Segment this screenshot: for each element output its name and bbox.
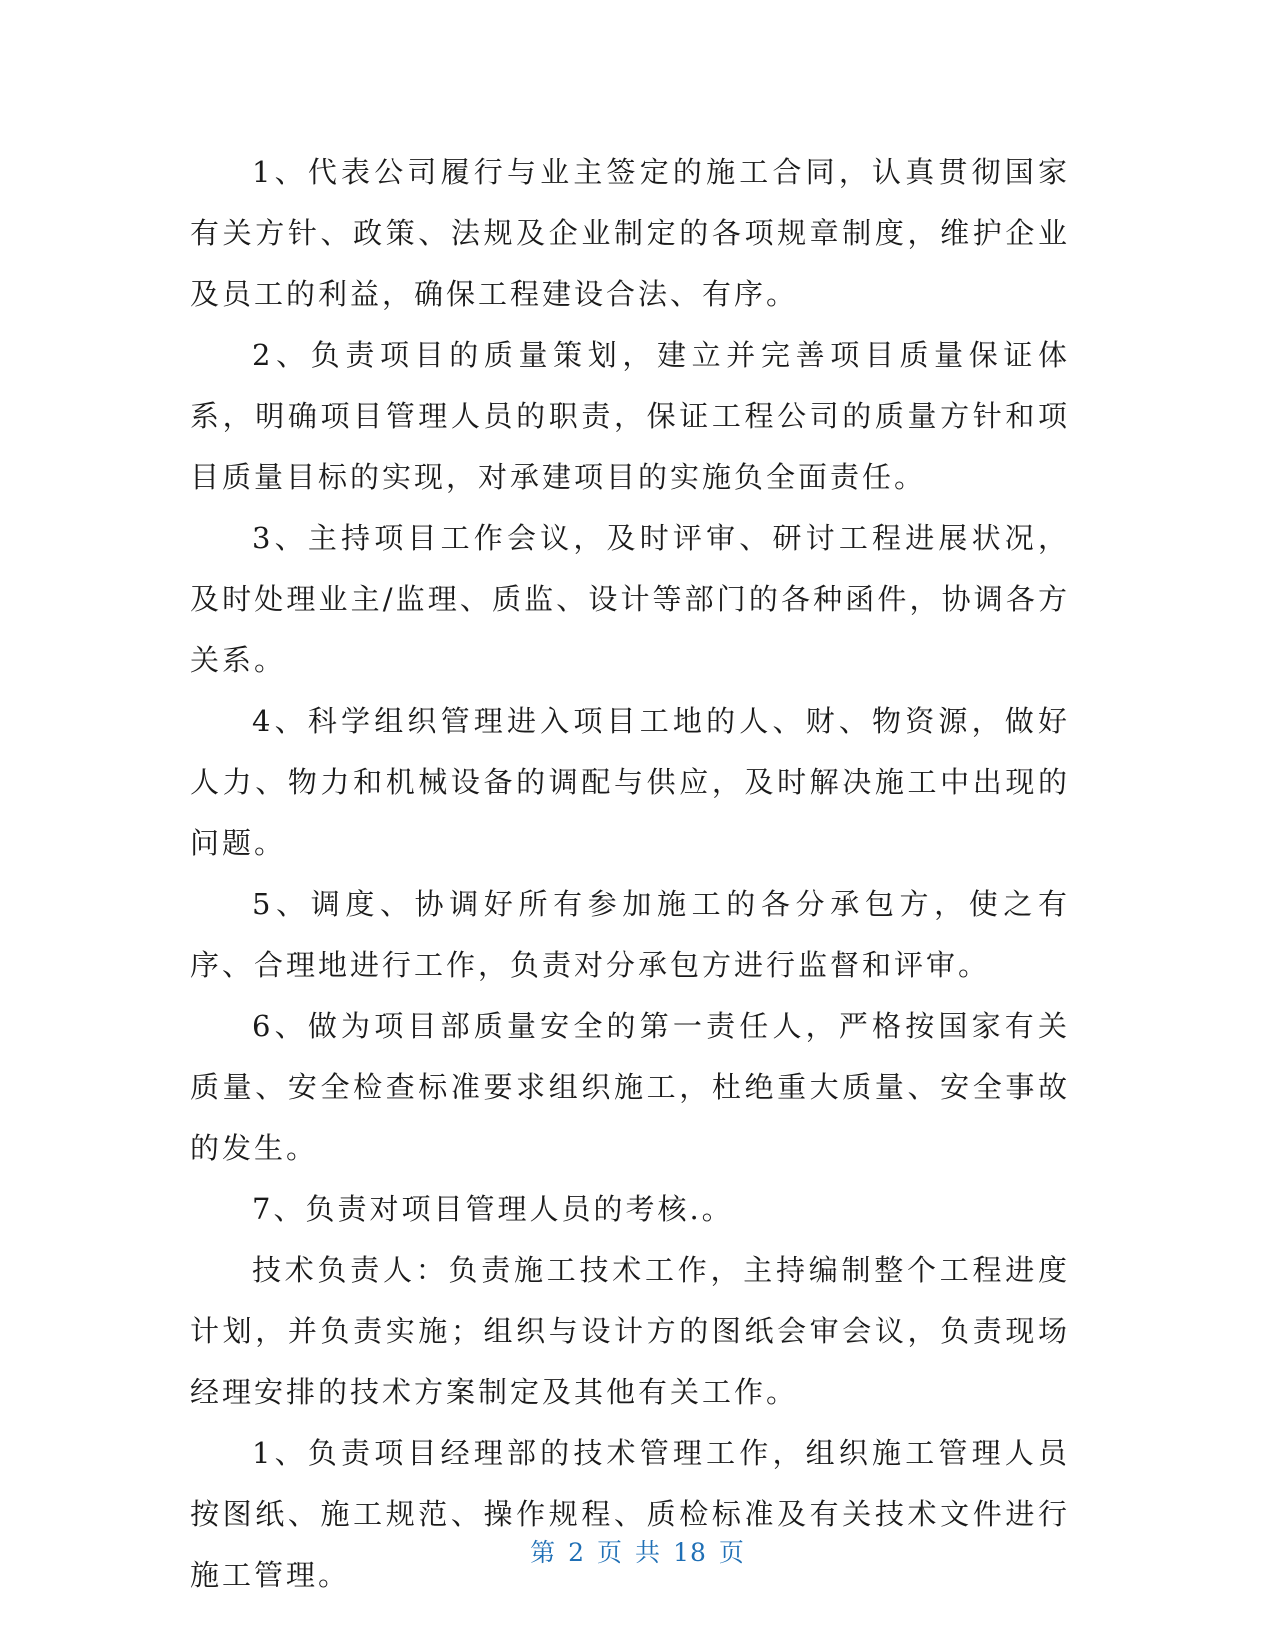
current-page-number: 2 [568,1538,586,1567]
paragraph-2: 2、负责项目的质量策划，建立并完善项目质量保证体系，明确项目管理人员的职责，保证工程公司的质量方针和项目质量目标的实现，对承建项目的实施负全面责任。 [190,338,1070,494]
paragraph-6: 6、做为项目部质量安全的第一责任人，严格按国家有关质量、安全检查标准要求组织施工，杜绝重大质量、安全事故的发生。 [190,1009,1070,1165]
page-label-prefix: 第 [530,1538,557,1567]
paragraph-1: 1、代表公司履行与业主签定的施工合同，认真贯彻国家有关方针、政策、法规及企业制定的各项规章制度，维护企业及员工的利益，确保工程建设合法、有序。 [190,155,1070,311]
total-label-prefix: 共 [635,1538,662,1567]
paragraph-4: 4、科学组织管理进入项目工地的人、财、物资源，做好人力、物力和机械设备的调配与供应，及时解决施工中出现的问题。 [190,704,1070,860]
total-pages-number: 18 [673,1538,707,1567]
paragraph-5: 5、调度、协调好所有参加施工的各分承包方，使之有序、合理地进行工作，负责对分承包方进行监督和评审。 [190,887,1070,982]
paragraph-3: 3、主持项目工作会议，及时评审、研讨工程进展状况，及时处理业主/监理、质监、设计等部门的各种函件，协调各方关系。 [190,521,1070,677]
page-footer [0,1533,1275,1569]
paragraph-tech-1: 1、负责项目经理部的技术管理工作，组织施工管理人员按图纸、施工规范、操作规程、质检标准及有关技术文件进行施工管理。 [190,1436,1070,1592]
paragraph-tech-lead: 技术负责人：负责施工技术工作，主持编制整个工程进度计划，并负责实施；组织与设计方的图纸会审会议，负责现场经理安排的技术方案制定及其他有关工作。 [190,1253,1070,1409]
document-body [190,142,1070,1606]
page-label-mid: 页 [597,1538,624,1567]
page-label-suffix: 页 [718,1538,745,1567]
paragraph-7: 7、负责对项目管理人员的考核.。 [252,1192,734,1226]
